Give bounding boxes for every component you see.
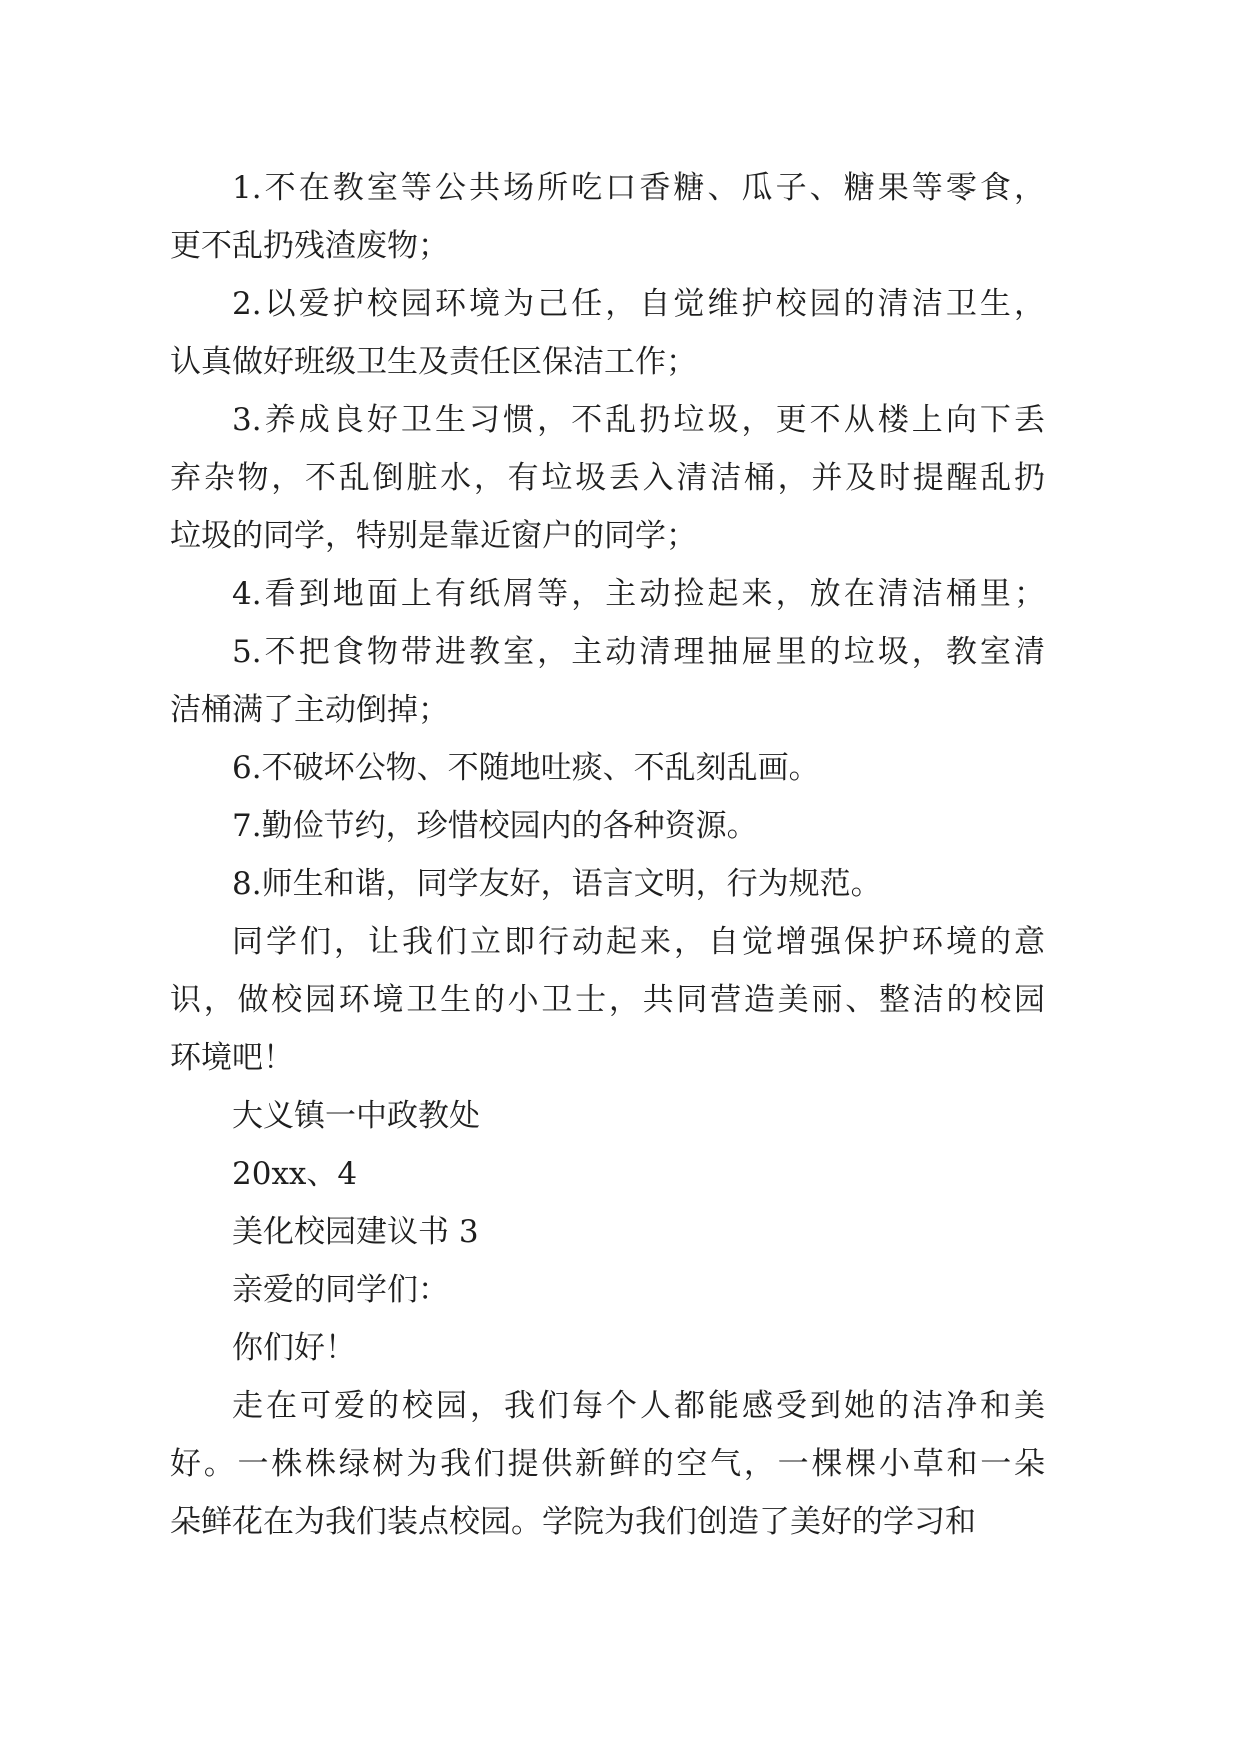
text-line: 6.不破坏公物、不随地吐痰、不乱刻乱画。 <box>232 750 820 786</box>
paragraph <box>170 275 1045 391</box>
paragraph <box>170 159 1045 275</box>
text-line: 环境吧！ <box>170 1040 294 1076</box>
text-line: 朵鲜花在为我们装点校园。学院为我们创造了美好的学习和 <box>170 1504 976 1540</box>
paragraph <box>170 797 1045 855</box>
document-page <box>170 159 1045 1551</box>
text-line: 走在可爱的校园，我们每个人都能感受到她的洁净和美 <box>232 1388 1045 1424</box>
text-line: 1.不在教室等公共场所吃口香糖、瓜子、糖果等零食， <box>232 170 1045 206</box>
paragraph <box>170 855 1045 913</box>
paragraph <box>170 1087 1045 1145</box>
text-line: 弃杂物，不乱倒脏水，有垃圾丢入清洁桶，并及时提醒乱扔 <box>170 460 1045 496</box>
paragraph <box>170 1145 1045 1203</box>
paragraph <box>170 623 1045 739</box>
paragraph <box>170 565 1045 623</box>
text-line: 2.以爱护校园环境为己任，自觉维护校园的清洁卫生， <box>232 286 1045 322</box>
paragraph <box>170 391 1045 565</box>
text-line: 亲爱的同学们： <box>232 1272 449 1308</box>
paragraph <box>170 913 1045 1087</box>
text-line: 7.勤俭节约，珍惜校园内的各种资源。 <box>232 808 758 844</box>
text-line: 20xx、4 <box>232 1156 358 1192</box>
paragraph <box>170 1319 1045 1377</box>
text-line: 3.养成良好卫生习惯，不乱扔垃圾，更不从楼上向下丢 <box>232 402 1045 438</box>
text-line: 更不乱扔残渣废物； <box>170 228 449 264</box>
paragraph <box>170 1377 1045 1551</box>
text-line: 你们好！ <box>232 1330 356 1366</box>
paragraph <box>170 739 1045 797</box>
paragraph <box>170 1261 1045 1319</box>
text-line: 识，做校园环境卫生的小卫士，共同营造美丽、整洁的校园 <box>170 982 1045 1018</box>
text-line: 大义镇一中政教处 <box>232 1098 480 1134</box>
text-line: 同学们，让我们立即行动起来，自觉增强保护环境的意 <box>232 924 1045 960</box>
text-line: 洁桶满了主动倒掉； <box>170 692 449 728</box>
text-line: 美化校园建议书 3 <box>232 1214 479 1250</box>
text-line: 垃圾的同学，特别是靠近窗户的同学； <box>170 518 697 554</box>
text-line: 好。一株株绿树为我们提供新鲜的空气，一棵棵小草和一朵 <box>170 1446 1045 1482</box>
text-line: 5.不把食物带进教室，主动清理抽屉里的垃圾，教室清 <box>232 634 1045 670</box>
text-line: 4.看到地面上有纸屑等，主动捡起来，放在清洁桶里； <box>232 576 1045 612</box>
text-line: 认真做好班级卫生及责任区保洁工作； <box>170 344 697 380</box>
text-line: 8.师生和谐，同学友好，语言文明，行为规范。 <box>232 866 882 902</box>
paragraph <box>170 1203 1045 1261</box>
